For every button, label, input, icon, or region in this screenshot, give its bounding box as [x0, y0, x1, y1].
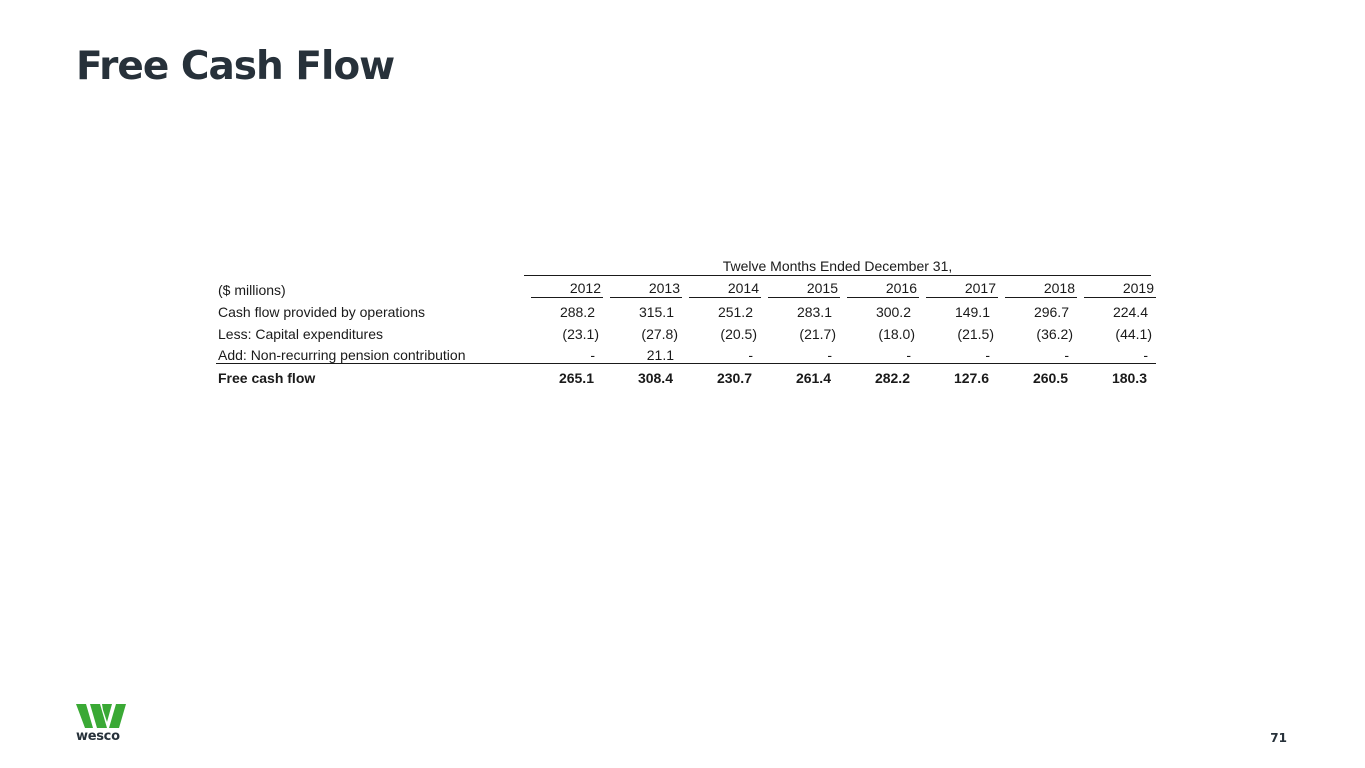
table-cell: (44.1)	[1115, 326, 1152, 342]
table-cell-total: 180.3	[1111, 370, 1147, 386]
year-header-2018: 2018	[998, 280, 1077, 298]
year-header-2017: 2017	[919, 280, 998, 298]
year-header-2013: 2013	[603, 280, 682, 298]
row-label: Cash flow provided by operations	[218, 304, 426, 320]
table-cell: 315.1	[638, 304, 674, 320]
year-header-2016: 2016	[840, 280, 919, 298]
table-cell: (18.0)	[878, 326, 915, 342]
table-row-operations	[216, 298, 1151, 320]
table-cell-total: 282.2	[874, 370, 910, 386]
table-cell-total: 260.5	[1032, 370, 1068, 386]
table-cell-total: 265.1	[558, 370, 594, 386]
year-header-2012: 2012	[524, 280, 603, 298]
table-cell: (21.7)	[799, 326, 836, 342]
wesco-w-logo-icon	[76, 704, 126, 728]
table-cell-total: 127.6	[953, 370, 989, 386]
table-cell: 296.7	[1033, 304, 1069, 320]
table-cell: 224.4	[1112, 304, 1148, 320]
table-cell: 283.1	[796, 304, 832, 320]
table-row-capex	[216, 320, 1151, 342]
table-cell: -	[919, 347, 998, 364]
year-header-2015: 2015	[761, 280, 840, 298]
page-title: Free Cash Flow	[76, 44, 395, 89]
row-label: Less: Capital expenditures	[218, 326, 383, 342]
table-cell: -	[682, 347, 761, 364]
table-cell: (23.1)	[562, 326, 599, 342]
wesco-logo	[76, 704, 128, 744]
table-cell-total: 230.7	[716, 370, 752, 386]
year-header-2019: 2019	[1077, 280, 1156, 298]
logo-wordmark: wesco	[76, 729, 120, 744]
table-cell: 149.1	[954, 304, 990, 320]
table-row-total	[216, 364, 1151, 386]
period-header: Twelve Months Ended December 31,	[524, 258, 1151, 276]
table-cell: -	[524, 347, 603, 364]
table-cell: (27.8)	[641, 326, 678, 342]
free-cash-flow-table	[216, 256, 1154, 386]
table-cell: -	[998, 347, 1077, 364]
period-header-row	[216, 256, 1151, 276]
table-cell: 288.2	[559, 304, 595, 320]
table-cell: -	[840, 347, 919, 364]
years-header-row	[216, 276, 1154, 298]
table-cell: (36.2)	[1036, 326, 1073, 342]
table-cell: -	[761, 347, 840, 364]
table-cell-total: 261.4	[795, 370, 831, 386]
table-cell: -	[1077, 347, 1156, 364]
total-label: Free cash flow	[218, 370, 316, 386]
table-cell: (20.5)	[720, 326, 757, 342]
year-header-2014: 2014	[682, 280, 761, 298]
row-label: Add: Non-recurring pension contribution	[216, 347, 524, 364]
table-row-pension	[216, 342, 1151, 364]
table-cell: 21.1	[603, 347, 682, 364]
table-cell: (21.5)	[957, 326, 994, 342]
page-number: 71	[1270, 731, 1287, 745]
table-cell-total: 308.4	[637, 370, 673, 386]
unit-label: ($ millions)	[218, 282, 286, 298]
table-cell: 251.2	[717, 304, 753, 320]
table-cell: 300.2	[875, 304, 911, 320]
